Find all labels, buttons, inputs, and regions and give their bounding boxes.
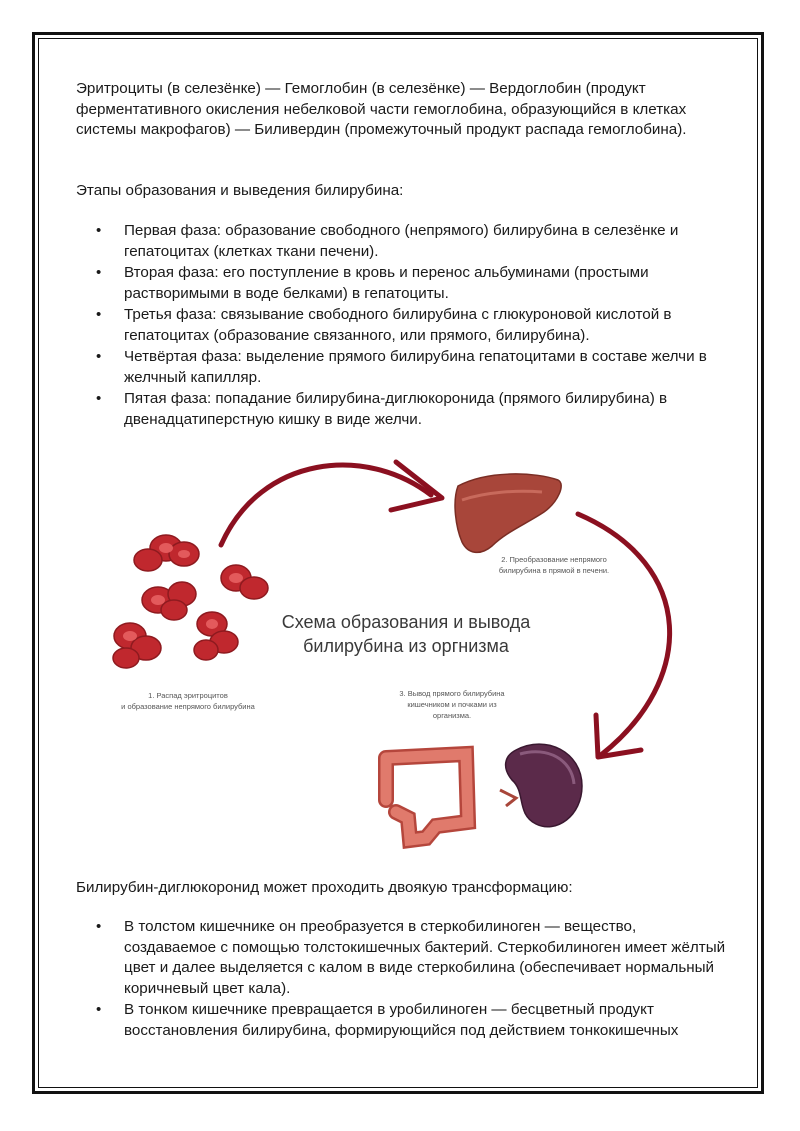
arrow-cells-to-liver: [221, 465, 431, 545]
bullet-icon: •: [96, 222, 102, 239]
step3-caption-line2: кишечником и почками из: [407, 700, 497, 709]
liver-image: [455, 474, 561, 552]
bullet-icon: •: [96, 264, 102, 281]
stages-list: [76, 221, 726, 431]
transform-heading: Билирубин-диглюкоронид может проходить двоякую трансформацию:: [76, 879, 573, 896]
bullet-icon: •: [96, 390, 102, 407]
step1-caption-line2: и образование непрямого билирубина: [121, 702, 255, 711]
bullet-icon: •: [96, 918, 102, 935]
intestine-image: [386, 754, 468, 840]
red-blood-cells-image: [113, 535, 268, 668]
list-item: • Вторая фаза: его поступление в кровь и перенос альбуминами (простыми растворимыми в воде белками) в гепатоциты.: [96, 264, 649, 302]
bilirubin-diagram: [96, 450, 696, 855]
list-item: • Первая фаза: образование свободного (непрямого) билирубина в селезёнке и гепатоцитах (клетках ткани печени).: [96, 222, 679, 260]
spleen-image: [500, 744, 582, 827]
intro-paragraph: Эритроциты (в селезёнке) — Гемоглобин (в селезёнке) — Вердоглобин (продукт ферментативного окисления небелковой части гемоглобина, образующийся в клетках системы макрофагов) — Биливердин (промежуточный продукт распада гемоглобина).: [76, 80, 687, 138]
list-item: • Третья фаза: связывание свободного билирубина с глюкуроновой кислотой в гепатоцитах (образование связанного, или прямого, билирубина).: [96, 306, 672, 344]
list-item: • В толстом кишечнике он преобразуется в стеркобилиноген — вещество, создаваемое с помощью толстокишечных бактерий. Стеркобилиноген имеет жёлтый цвет и далее выделяется с калом в виде стеркобилина (обеспечивает нормальный коричневый цвет кала).: [96, 918, 726, 997]
step3-caption-line3: организма.: [432, 711, 472, 720]
list-item: • Четвёртая фаза: выделение прямого билирубина гепатоцитами в составе желчи в желчный капилляр.: [96, 348, 707, 386]
arrow-liver-to-organs: [578, 514, 670, 755]
bullet-icon: •: [96, 306, 102, 323]
step1-caption-line1: 1. Распад эритроцитов: [148, 691, 228, 700]
step2-caption-line2: билирубина в прямой в печени.: [498, 566, 610, 575]
transformations-list: [76, 917, 726, 1042]
stages-heading: Этапы образования и выведения билирубина:: [76, 182, 404, 199]
bullet-icon: •: [96, 348, 102, 365]
bullet-icon: •: [96, 1001, 102, 1018]
step3-caption-line1: 3. Вывод прямого билирубина: [399, 689, 505, 698]
diagram-title-line1: Схема образования и вывода: [281, 612, 531, 632]
list-item: • Пятая фаза: попадание билирубина-диглюкоронида (прямого билирубина) в двенадцатиперстную кишку в виде желчи.: [96, 390, 668, 428]
list-item: • В тонком кишечнике превращается в уробилиноген — бесцветный продукт восстановления билирубина, формирующийся под действием тонкокишечных: [96, 1001, 679, 1039]
diagram-title-line2: билирубина из оргнизма: [303, 636, 509, 656]
step2-caption-line1: 2. Преобразование непрямого: [501, 555, 607, 564]
